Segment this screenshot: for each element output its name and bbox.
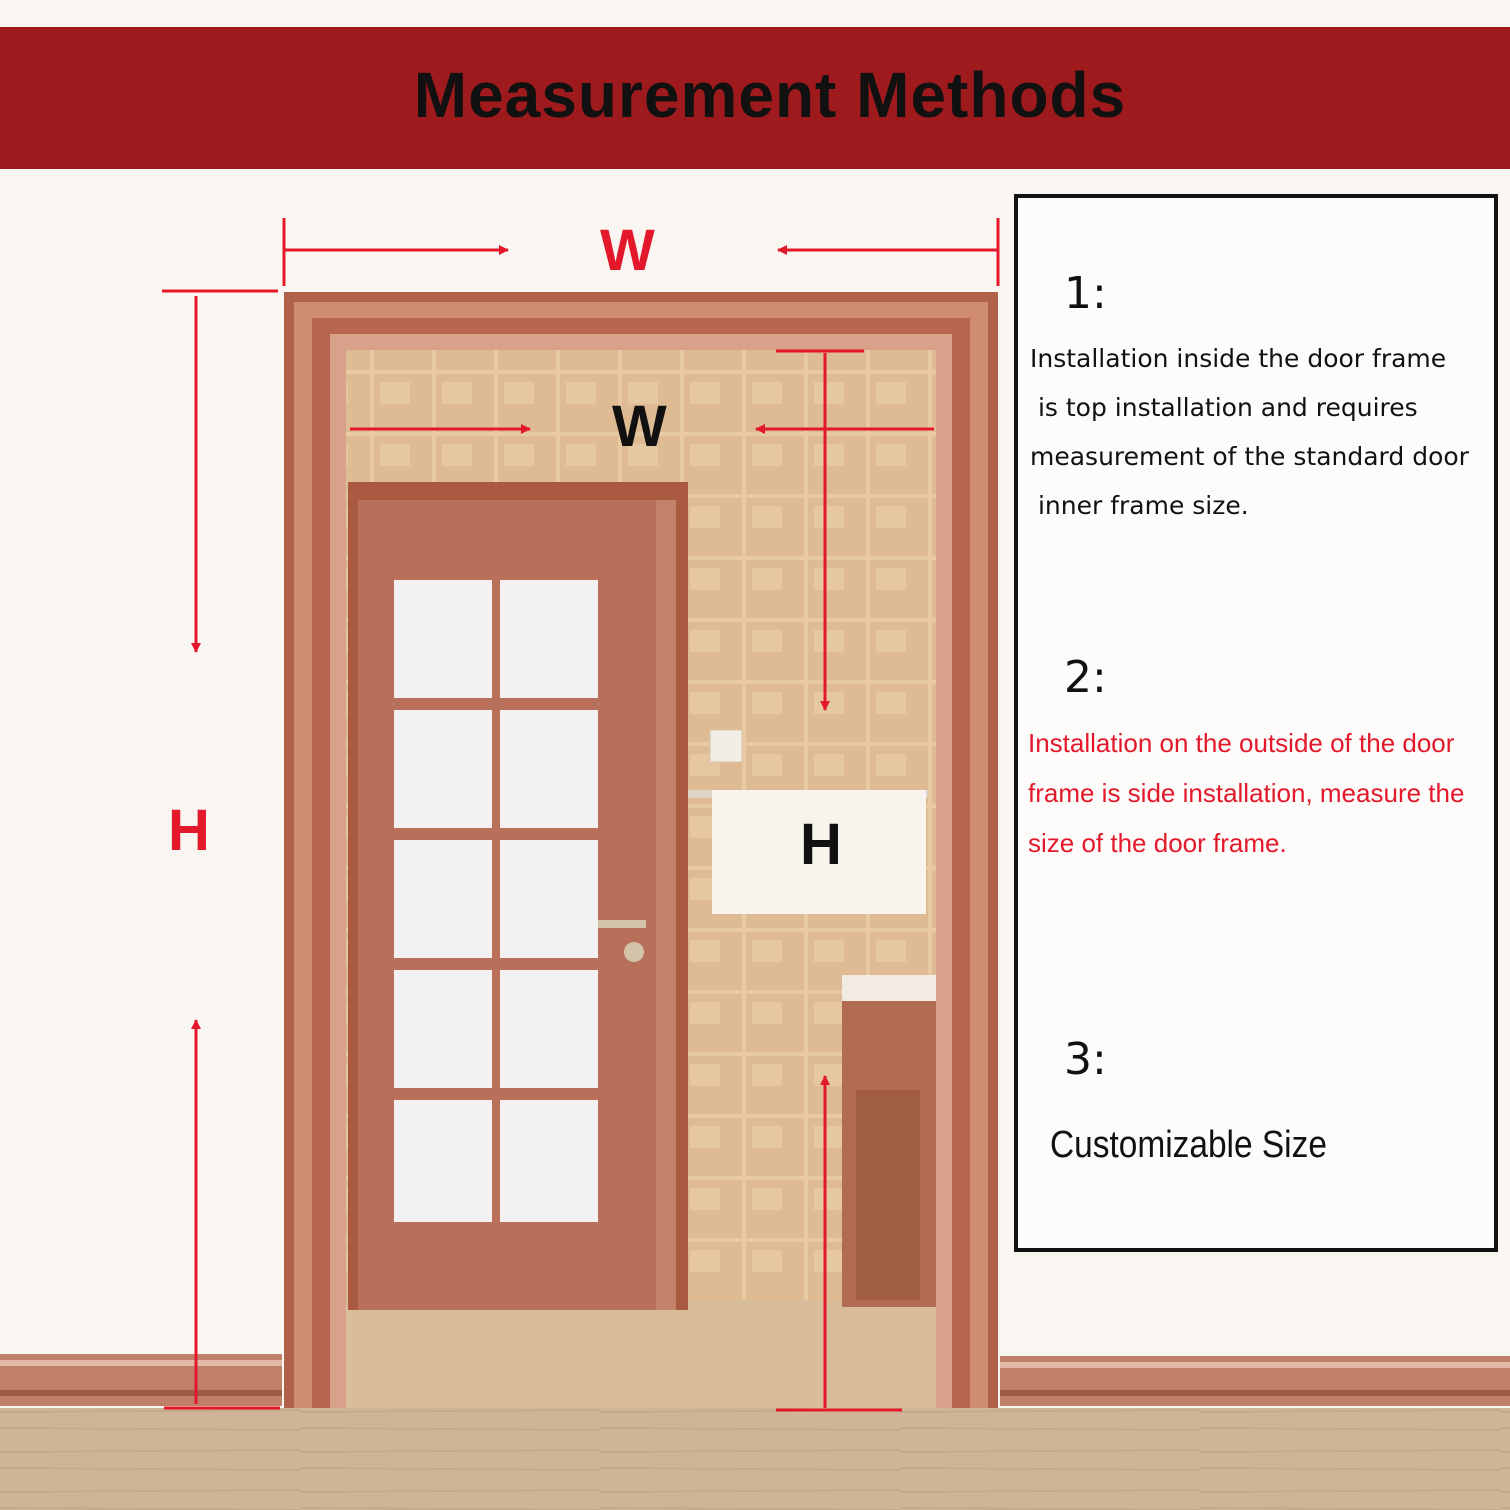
outer-height-label: H: [168, 798, 210, 863]
step-3-text: Customizable Size: [1050, 1124, 1327, 1166]
step-2-line-1: Installation on the outside of the door: [1028, 728, 1455, 758]
step-1-text: [1030, 334, 1500, 530]
door-handle: [624, 942, 644, 962]
page-title: Measurement Methods: [413, 59, 1127, 131]
step-2-text: [1028, 718, 1498, 868]
floor: [0, 1408, 1510, 1510]
step-2-number: 2:: [1064, 652, 1107, 703]
instructions-panel: [1014, 194, 1498, 1252]
step-1-number: 1:: [1064, 268, 1107, 319]
step-1-line-1: Installation inside the door frame: [1030, 344, 1447, 373]
step-3-number: 3:: [1064, 1034, 1107, 1085]
step-1-line-2: is top installation and requires: [1030, 393, 1418, 422]
step-2-line-3: size of the door frame.: [1028, 828, 1287, 858]
inner-height-label: H: [800, 812, 842, 877]
step-2-line-2: frame is side installation, measure the: [1028, 778, 1465, 808]
inner-width-label: W: [612, 394, 667, 459]
step-1-line-3: measurement of the standard door: [1030, 442, 1469, 471]
step-1-line-4: inner frame size.: [1030, 491, 1249, 520]
outer-width-label: W: [600, 218, 655, 283]
